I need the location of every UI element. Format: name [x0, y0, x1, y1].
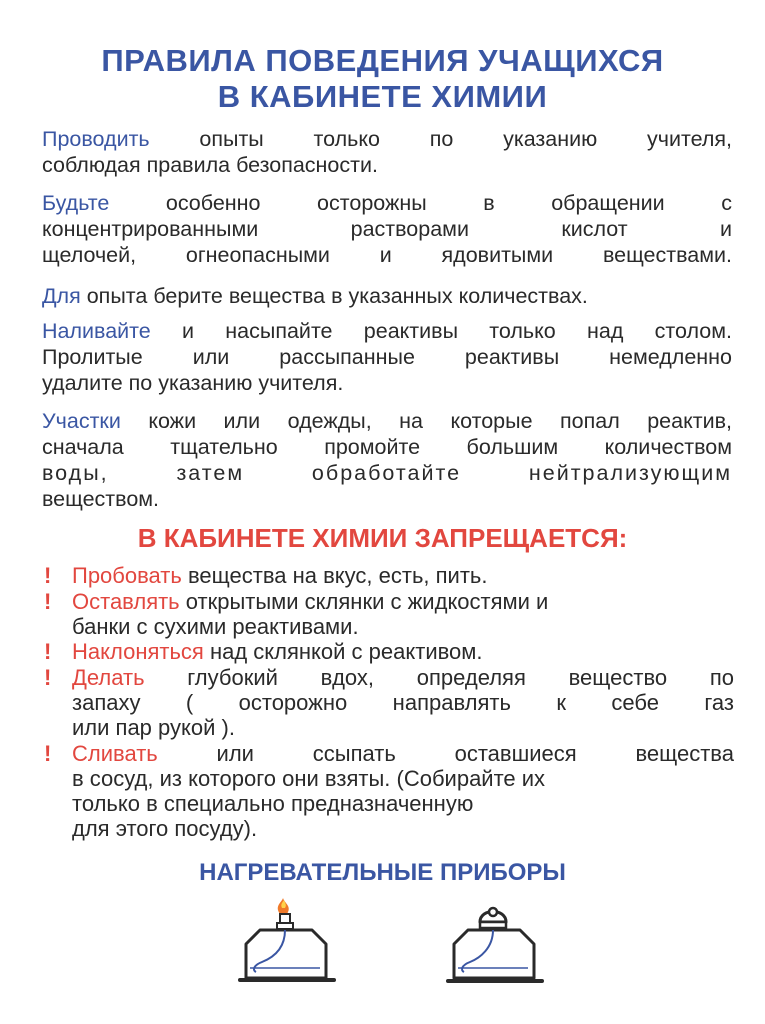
- title-line-1: ПРАВИЛА ПОВЕДЕНИЯ УЧАЩИХСЯ: [101, 43, 664, 78]
- lit-spirit-lamp-icon: [232, 892, 342, 986]
- forbidden-3-line-1: Наклоняться над склянкой с реактивом.: [72, 639, 483, 664]
- exclamation-icon: !: [44, 665, 52, 690]
- rule-4-line-1: Наливайте и насыпайте реактивы только над столом.: [42, 319, 732, 343]
- exclamation-icon: !: [44, 741, 52, 766]
- forbidden-1-line-1: Пробовать вещества на вкус, есть, пить.: [72, 563, 488, 588]
- rule-5-line-3: воды, затем обработайте нейтрализующим: [42, 461, 732, 485]
- forbidden-2-line-2: банки с сухими реактивами.: [72, 614, 359, 639]
- forbidden-4-line-2: запаху ( осторожно направлять к себе газ: [72, 690, 734, 715]
- forbidden-5-line-3: только в специально предназначенную: [72, 791, 474, 816]
- forbidden-2-line-1: Оставлять открытыми склянки с жидкостями и: [72, 589, 549, 614]
- rule-4-lead: Наливайте: [42, 319, 151, 343]
- exclamation-icon: !: [44, 639, 52, 664]
- rule-1-line-1: Проводить опыты только по указанию учителя,: [42, 127, 732, 151]
- forbidden-4-line-1: Делать глубокий вдох, определяя вещество по: [72, 665, 734, 690]
- rule-3-lead: Для: [42, 284, 81, 308]
- rule-2-line-2: концентрированными растворами кислот и: [42, 217, 732, 241]
- rule-1-line-2: соблюдая правила безопасности.: [42, 153, 378, 177]
- forbidden-heading: В КАБИНЕТЕ ХИМИИ ЗАПРЕЩАЕТСЯ:: [137, 523, 628, 553]
- rule-3-line-1: Для опыта берите вещества в указанных количествах.: [42, 284, 588, 308]
- heaters-heading: НАГРЕВАТЕЛЬНЫЕ ПРИБОРЫ: [199, 859, 566, 886]
- forbidden-5-line-2: в сосуд, из которого они взяты. (Собирайте их: [72, 766, 546, 791]
- capped-spirit-lamp-icon: [440, 904, 550, 988]
- rule-2-lead: Будьте: [42, 191, 110, 215]
- rule-1-lead: Проводить: [42, 127, 150, 151]
- forbidden-4-lead: Делать: [72, 665, 145, 690]
- rule-4: [42, 318, 732, 396]
- rule-5-line-1: Участки кожи или одежды, на которые попал реактив,: [42, 409, 732, 433]
- forbidden-1-lead: Пробовать: [72, 563, 182, 588]
- forbidden-5-line-4: для этого посуду).: [72, 816, 258, 841]
- rule-5: [42, 408, 732, 512]
- rule-1: [42, 126, 732, 178]
- forbidden-5-line-1: Сливать или ссыпать оставшиеся вещества: [72, 741, 734, 766]
- rule-2-line-3: щелочей, огнеопасными и ядовитыми веществами.: [42, 243, 732, 267]
- rule-2: [42, 190, 732, 268]
- rule-4-line-3: удалите по указанию учителя.: [42, 371, 344, 395]
- forbidden-5-lead: Сливать: [72, 741, 158, 766]
- rule-5-line-4: веществом.: [42, 487, 160, 511]
- rule-5-lead: Участки: [42, 409, 121, 433]
- rule-2-line-1: Будьте особенно осторожны в обращении с: [42, 191, 732, 215]
- forbidden-2-lead: Оставлять: [72, 589, 180, 614]
- title-line-2: В КАБИНЕТЕ ХИМИИ: [217, 79, 548, 114]
- exclamation-icon: !: [44, 589, 52, 614]
- forbidden-3-lead: Наклоняться: [72, 639, 204, 664]
- rule-5-line-2: сначала тщательно промойте большим количеством: [42, 435, 732, 459]
- exclamation-icon: !: [44, 563, 52, 588]
- rule-4-line-2: Пролитые или рассыпанные реактивы немедленно: [42, 345, 732, 369]
- rule-3: [42, 283, 732, 309]
- forbidden-4-line-3: или пар рукой ).: [72, 715, 235, 740]
